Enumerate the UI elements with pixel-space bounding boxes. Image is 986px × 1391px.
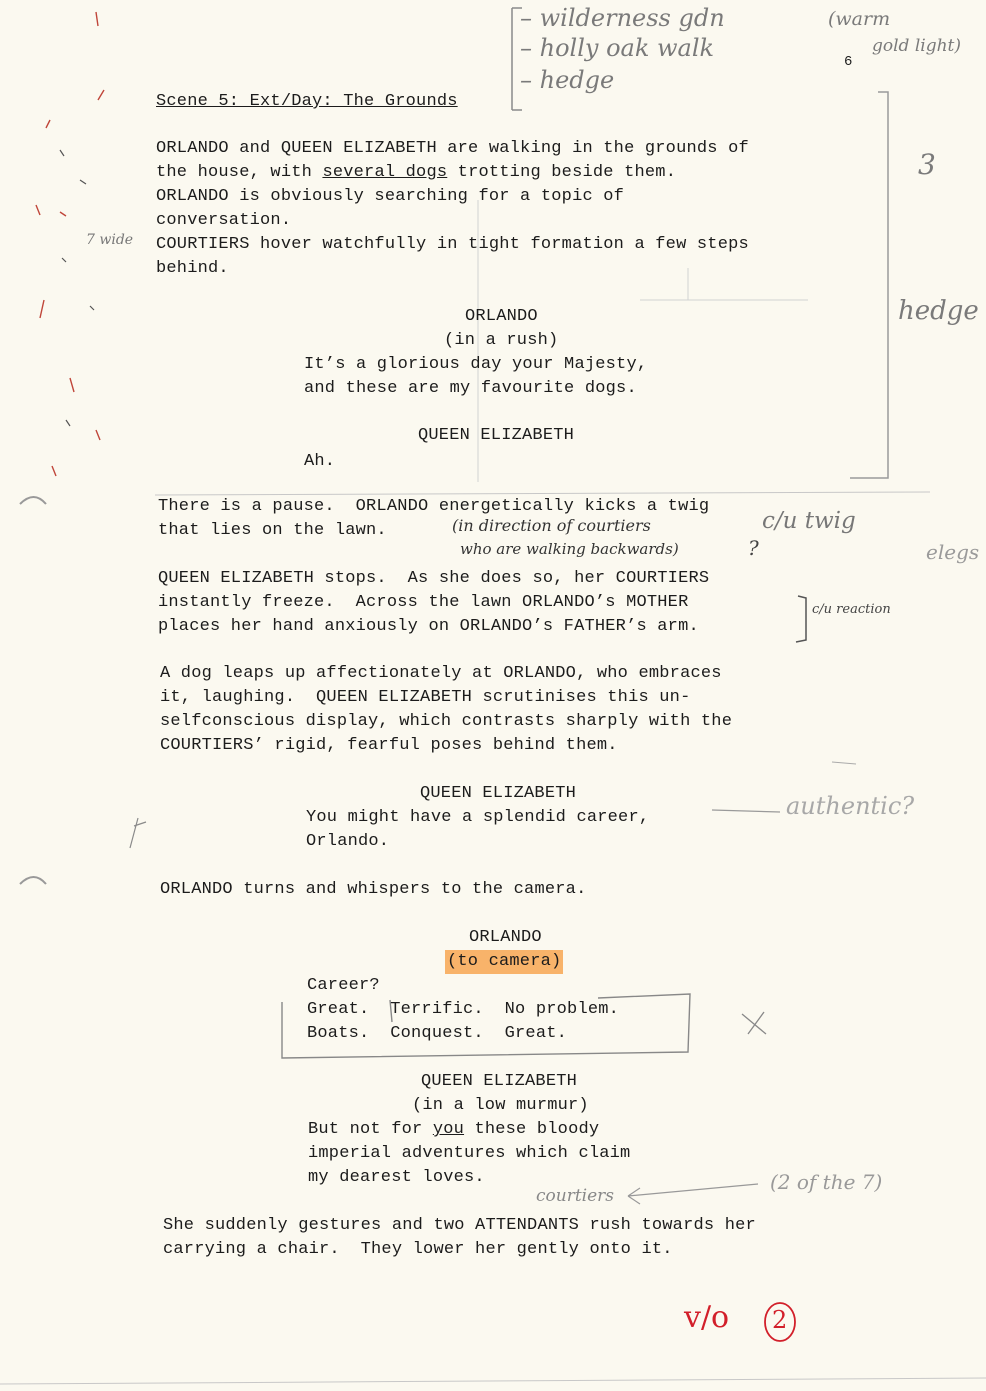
character-name: QUEEN ELIZABETH: [421, 1072, 578, 1091]
dialogue-line: imperial adventures which claim: [308, 1144, 631, 1163]
note-gold-light: gold light): [872, 36, 962, 56]
dialogue-line: Ah.: [304, 452, 336, 471]
note-in-direction: (in direction of courtiers: [452, 516, 651, 535]
dialogue-line: You might have a splendid career,: [306, 808, 650, 827]
note-hedge-top: – hedge: [520, 66, 615, 94]
note-cu-twig: c/u twig: [762, 508, 856, 534]
highlighted-parenthetical: (to camera): [445, 950, 563, 974]
character-name: QUEEN ELIZABETH: [420, 784, 577, 803]
note-2-of-the-7: (2 of the 7): [770, 1170, 883, 1194]
action-line: There is a pause. ORLANDO energetically kicks a twig: [158, 497, 710, 516]
dialogue-line: Great. Terrific. No problem.: [307, 1000, 620, 1019]
action-line: places her hand anxiously on ORLANDO’s FATHER’s arm.: [158, 617, 699, 636]
note-walking-backwards: who are walking backwards): [460, 540, 679, 558]
note-holly-oak-walk: – holly oak walk: [520, 34, 715, 62]
action-line: that lies on the lawn.: [158, 521, 387, 540]
note-vo: v/o: [684, 1300, 730, 1335]
note-cu-reaction: c/u reaction: [812, 602, 891, 617]
action-line: ORLANDO and QUEEN ELIZABETH are walking in the grounds of: [156, 139, 749, 158]
action-line: COURTIERS’ rigid, fearful poses behind them.: [160, 736, 618, 755]
note-7-wide: 7 wide: [86, 232, 134, 248]
parenthetical: (in a low murmur): [412, 1096, 589, 1115]
action-line: it, laughing. QUEEN ELIZABETH scrutinises this un-: [160, 688, 691, 707]
action-line: conversation.: [156, 211, 292, 230]
dialogue-line: Career?: [307, 976, 380, 995]
character-name: QUEEN ELIZABETH: [418, 426, 575, 445]
note-circled-2: 2: [772, 1306, 788, 1334]
parenthetical: (in a rush): [444, 331, 559, 350]
action-line: QUEEN ELIZABETH stops. As she does so, her COURTIERS: [158, 569, 710, 588]
character-name: ORLANDO: [469, 928, 542, 947]
action-line: selfconscious display, which contrasts sharply with the: [160, 712, 733, 731]
note-warm: (warm: [828, 8, 891, 30]
dialogue-line: Boats. Conquest. Great.: [307, 1024, 568, 1043]
action-line: ORLANDO turns and whispers to the camera.: [160, 880, 587, 899]
action-line: behind.: [156, 259, 229, 278]
dialogue-line: It’s a glorious day your Majesty,: [304, 355, 648, 374]
note-elegs: elegs: [926, 540, 980, 564]
note-question: ?: [748, 536, 759, 560]
action-line: the house, with several dogs trotting beside them.: [156, 163, 677, 182]
action-line: instantly freeze. Across the lawn ORLANDO’s MOTHER: [158, 593, 689, 612]
action-line: COURTIERS hover watchfully in tight formation a few steps: [156, 235, 749, 254]
underlined-text: you: [432, 1120, 465, 1139]
dialogue-line: and these are my favourite dogs.: [304, 379, 637, 398]
note-courtiers: courtiers: [536, 1186, 615, 1206]
note-hedge: hedge: [898, 296, 979, 326]
note-wilderness: – wilderness gdn: [520, 4, 725, 32]
page-number: 6: [844, 54, 853, 70]
underlined-text: several dogs: [322, 163, 448, 182]
action-line: She suddenly gestures and two ATTENDANTS rush towards her: [163, 1216, 756, 1235]
action-line: A dog leaps up affectionately at ORLANDO, who embraces: [160, 664, 722, 683]
action-line: ORLANDO is obviously searching for a topic of: [156, 187, 625, 206]
note-authentic: authentic?: [786, 792, 915, 820]
action-line: carrying a chair. They lower her gently onto it.: [163, 1240, 673, 1259]
scene-heading: Scene 5: Ext/Day: The Grounds: [156, 92, 458, 111]
dialogue-line: But not for you these bloody: [308, 1120, 600, 1139]
character-name: ORLANDO: [465, 307, 538, 326]
note-three: 3: [918, 148, 936, 181]
dialogue-line: my dearest loves.: [308, 1168, 485, 1187]
dialogue-line: Orlando.: [306, 832, 390, 851]
